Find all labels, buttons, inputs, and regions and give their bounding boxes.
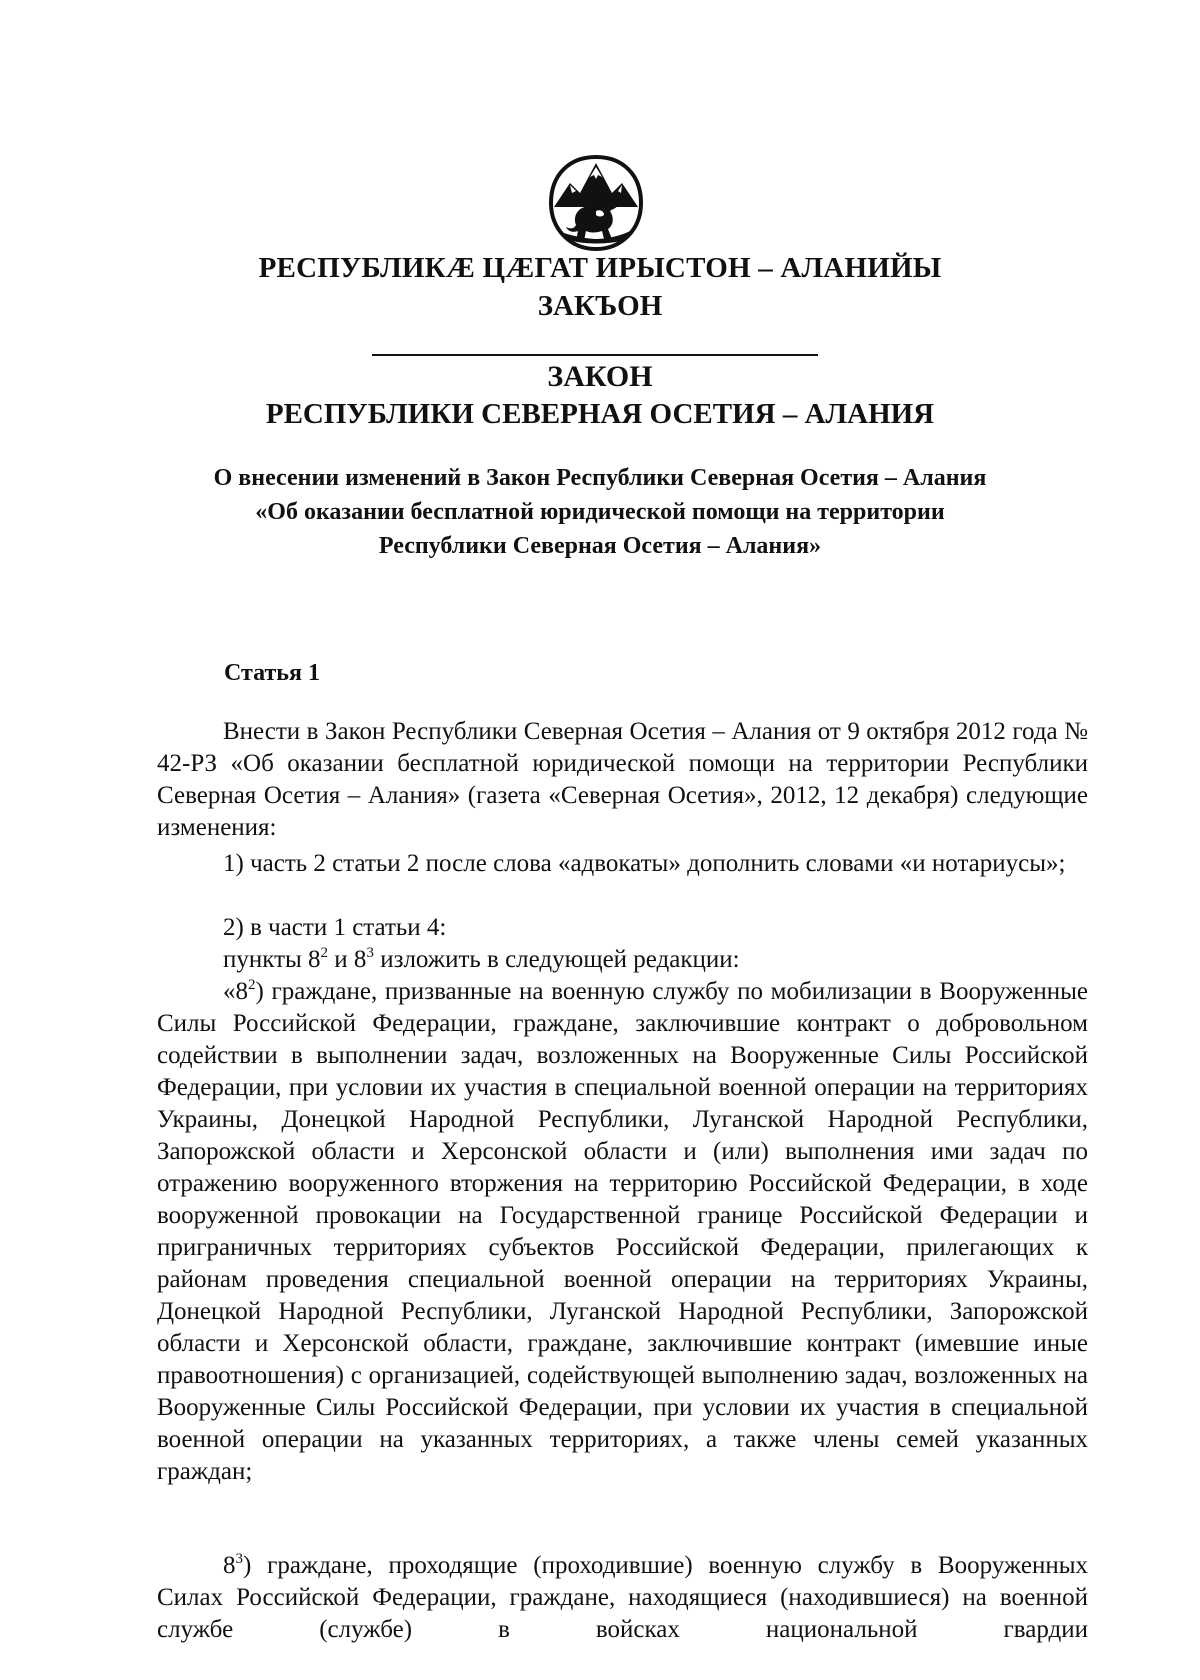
law-title-line-3: Республики Северная Осетия – Алания» [378,533,822,559]
divider-line [372,354,818,356]
superscript: 2 [248,977,256,993]
article-paragraph-points [157,944,1088,976]
republic-name-russian: РЕСПУБЛИКИ СЕВЕРНАЯ ОСЕТИЯ – АЛАНИЯ [265,398,935,430]
point-text-a: «8 [223,978,248,1005]
law-heading-russian: ЗАКОН [547,360,653,393]
superscript: 3 [366,945,374,961]
law-title-line-1: О внесении изменений в Закон Республики Северная Осетия – Алания [213,465,987,491]
article-heading: Статья 1 [224,660,320,686]
superscript: 3 [235,1551,243,1567]
point-text-b: ) граждане, проходящие (проходившие) военную службу в Вооруженных Силах Российской Федерации, граждане, находящиеся (находившиеся) на военной службе (службе) в войсках национальной гвардии [157,1552,1088,1643]
coat-of-arms-icon [546,153,646,253]
point-text-b: ) граждане, призванные на военную службу по мобилизации в Вооруженные Силы Российской Федерации, граждане, заключившие контракт о добровольном содействии в выполнении задач, возложенных на Вооруженные Силы Российской Федерации, при условии их участия в специальной военной операции на территориях Украины, Донецкой Народной Республики, Луганской Народной Республики, Запорожской области и Херсонской области и (или) выполнения ими задач по отражению вооруженного вторжения на территорию Российской Федерации, в ходе вооруженной провокации на Государственной границе Российской Федерации и приграничных территориях субъектов Российской Федерации, прилегающих к районам проведения специальной военной операции на территориях Украины, Донецкой Народной Республики, Луганской Народной Республики, Запорожской области и Херсонской области, граждане, заключившие контракт (имевшие иные правоотношения) с организацией, содействующей выполнению задач, возложенных на Вооруженные Силы Российской Федерации, при условии их участия в специальной военной операции на указанных территориях, а также члены семей указанных граждан; [157,978,1088,1485]
article-paragraph-intro: Внести в Закон Республики Северная Осетия – Алания от 9 октября 2012 года № 42-РЗ «Об оказании бесплатной юридической помощи на территории Республики Северная Осетия – Алания» (газета «Северная Осетия», 2012, 12 декабря) следующие изменения: [157,718,1088,841]
superscript: 2 [320,945,329,961]
points-text-b: и 8 [328,946,367,973]
article-paragraph-point-8-3 [157,1550,1088,1646]
points-text-a: пункты 8 [223,946,321,973]
point-text-a: 8 [223,1552,236,1579]
law-title-line-2: «Об оказании бесплатной юридической помощи на территории [255,499,945,525]
points-text-c: изложить в следующей редакции: [373,946,740,973]
article-paragraph-point-8-2 [157,976,1088,1488]
law-heading-ossetian: ЗАКЪОН [537,290,663,322]
article-paragraph-item-1: 1) часть 2 статьи 2 после слова «адвокаты» дополнить словами «и нотариусы»; [223,850,1066,877]
republic-name-ossetian: РЕСПУБЛИКӔ ЦӔГАТ ИРЫСТОН – АЛАНИЙЫ [258,252,942,284]
article-paragraph-item-2: 2) в части 1 статьи 4: [223,914,447,941]
